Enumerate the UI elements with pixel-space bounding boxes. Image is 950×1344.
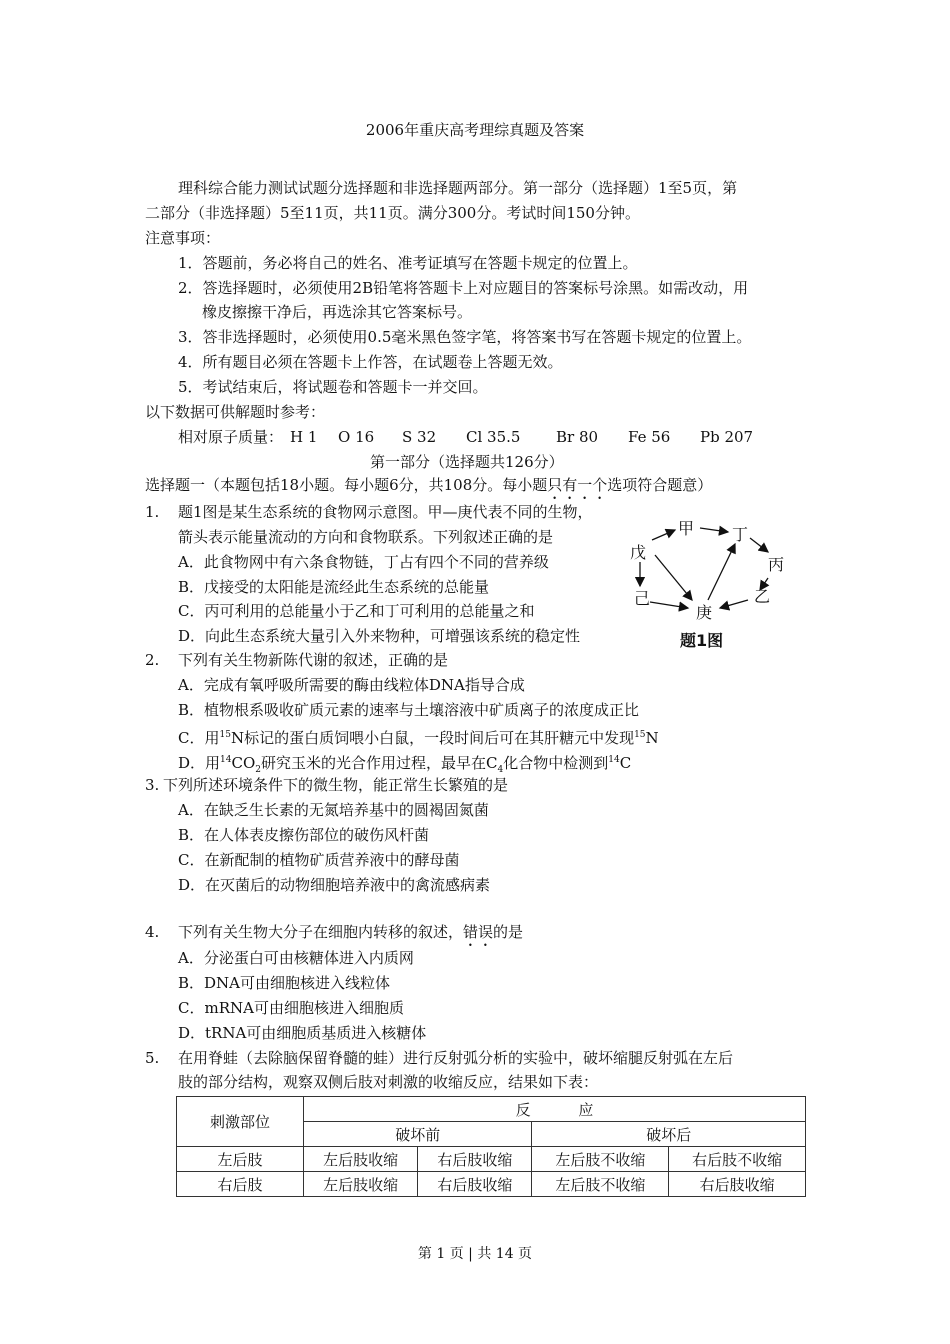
notice-heading: 注意事项： — [145, 229, 221, 247]
notice-item: 4．所有题目必须在答题卡上作答，在试题卷上答题无效。 — [178, 353, 563, 371]
notice-item: 3．答非选择题时，必须使用0.5毫米黑色签字笔，将答案书写在答题卡规定的位置上。 — [178, 328, 752, 346]
q2-number: 2. — [145, 651, 160, 669]
q2-stem: 下列有关生物新陈代谢的叙述，正确的是 — [178, 651, 449, 669]
arrow-ji-geng — [650, 602, 688, 608]
table-cell: 右后肢收缩 — [418, 1147, 532, 1172]
atomic-mass-s: S 32 — [402, 428, 437, 446]
atomic-mass-br: Br 80 — [556, 428, 599, 446]
part1-heading: 第一部分（选择题共126分） — [370, 453, 564, 471]
notice-item: 2．答选择题时，必须使用2B铅笔将答题卡上对应题目的答案标号涂黑。如需改动，用 — [178, 279, 749, 297]
atomic-mass-h: H 1 — [290, 428, 318, 446]
q1-stem-1: 题1图是某生态系统的食物网示意图。甲—庚代表不同的生物， — [178, 503, 593, 521]
q1-option-c: C．丙可利用的总能量小于乙和丁可利用的总能量之和 — [178, 602, 535, 620]
header-before: 破坏前 — [304, 1122, 532, 1147]
arrow-wu-geng — [655, 555, 692, 600]
node-geng: 庚 — [696, 603, 713, 622]
table-cell: 左后肢收缩 — [304, 1147, 418, 1172]
arrow-jia-ding — [700, 528, 728, 532]
node-bing: 丙 — [768, 555, 785, 574]
q5-number: 5. — [145, 1049, 160, 1067]
table-cell: 右后肢不收缩 — [669, 1147, 806, 1172]
notice-item-continued: 橡皮擦擦干净后，再选涂其它答案标号。 — [202, 303, 473, 321]
intro-line-2: 二部分（非选择题）5至11页，共11页。满分300分。考试时间150分钟。 — [145, 204, 640, 222]
q1-option-d: D．向此生态系统大量引入外来物种，可增强该系统的稳定性 — [178, 627, 581, 645]
header-stimulus-site: 刺激部位 — [177, 1097, 304, 1147]
arrow-yi-geng — [720, 600, 748, 608]
reference-heading: 以下数据可供解题时参考： — [145, 403, 326, 421]
arrow-wu-jia — [652, 530, 675, 540]
table-cell: 左后肢收缩 — [304, 1172, 418, 1197]
q4-option-c: C．mRNA可由细胞核进入细胞质 — [178, 999, 404, 1017]
q3-number: 3. — [145, 776, 160, 794]
table-cell: 左后肢不收缩 — [532, 1172, 669, 1197]
header-after: 破坏后 — [532, 1122, 806, 1147]
arrow-geng-ding — [708, 544, 735, 600]
food-web-figure — [620, 510, 800, 660]
node-ding: 丁 — [732, 525, 749, 544]
q2-option-a: A．完成有氧呼吸所需要的酶由线粒体DNA指导合成 — [178, 676, 525, 694]
q3-option-d: D．在灭菌后的动物细胞培养液中的禽流感病素 — [178, 876, 491, 894]
q3-option-c: C．在新配制的植物矿质营养液中的酵母菌 — [178, 851, 460, 869]
q4-number: 4. — [145, 923, 160, 941]
table-cell: 右后肢收缩 — [669, 1172, 806, 1197]
atomic-mass-pb: Pb 207 — [700, 428, 754, 446]
atomic-mass-cl: Cl 35.5 — [466, 428, 521, 446]
q4-option-d: D．tRNA可由细胞质基质进入核糖体 — [178, 1024, 427, 1042]
table-row — [177, 1172, 806, 1197]
intro-line-1: 理科综合能力测试试题分选择题和非选择题两部分。第一部分（选择题）1至5页，第 — [178, 179, 738, 197]
atomic-mass-o: O 16 — [338, 428, 375, 446]
part1-instruction: 选择题一（本题包括18小题。每小题6分，共108分。每小题只有一个选项符合题意） — [145, 476, 713, 494]
table-row — [177, 1147, 806, 1172]
table-cell: 右后肢 — [177, 1172, 304, 1197]
table-cell: 左后肢不收缩 — [532, 1147, 669, 1172]
q3-stem: 下列所述环境条件下的微生物，能正常生长繁殖的是 — [163, 776, 509, 794]
figure-caption: 题1图 — [680, 631, 724, 650]
table-cell: 左后肢 — [177, 1147, 304, 1172]
arrow-ding-bing — [750, 538, 768, 552]
page-footer: 第 1 页 | 共 14 页 — [417, 1246, 533, 1262]
q3-option-b: B．在人体表皮擦伤部位的破伤风杆菌 — [178, 826, 430, 844]
q1-number: 1. — [145, 503, 160, 521]
atomic-mass-label: 相对原子质量： — [178, 428, 284, 446]
q2-option-c: C．用$^{15}$N标记的蛋白质饲喂小白鼠，一段时间后可在其肝糖元中发现$^{15}$N — [178, 729, 659, 747]
q1-option-a: A．此食物网中有六条食物链，丁占有四个不同的营养级 — [178, 553, 549, 571]
node-wu: 戊 — [630, 543, 647, 562]
atomic-mass-fe: Fe 56 — [628, 428, 671, 446]
q1-option-b: B．戊接受的太阳能是流经此生态系统的总能量 — [178, 578, 490, 596]
notice-item: 5．考试结束后，将试题卷和答题卡一并交回。 — [178, 378, 488, 396]
reflex-result-table — [176, 1096, 806, 1197]
emphasis-wrong: 错误 — [463, 923, 494, 941]
node-ji: 己 — [634, 589, 651, 608]
q3-option-a: A．在缺乏生长素的无氮培养基中的圆褐固氮菌 — [178, 801, 489, 819]
q4-option-a: A．分泌蛋白可由核糖体进入内质网 — [178, 949, 414, 967]
notice-item: 1．答题前，务必将自己的姓名、准考证填写在答题卡规定的位置上。 — [178, 254, 638, 272]
emphasis-only-one: 只有一个 — [547, 476, 608, 494]
q4-stem: 下列有关生物大分子在细胞内转移的叙述，错误的是 — [178, 923, 524, 941]
header-response: 反 应 — [304, 1097, 806, 1122]
node-jia: 甲 — [678, 519, 695, 538]
q1-stem-2: 箭头表示能量流动的方向和食物联系。下列叙述正确的是 — [178, 528, 554, 546]
q2-option-d: D．用$^{14}CO_2$研究玉米的光合作用过程，最早在$C_4$化合物中检测到$^{14}$C — [178, 754, 632, 775]
node-yi: 乙 — [754, 587, 771, 606]
table-cell: 右后肢收缩 — [418, 1172, 532, 1197]
q5-stem-1: 在用脊蛙（去除脑保留脊髓的蛙）进行反射弧分析的实验中，破坏缩腿反射弧在左后 — [178, 1049, 734, 1067]
q4-option-b: B．DNA可由细胞核进入线粒体 — [178, 974, 391, 992]
q2-option-b: B．植物根系吸收矿质元素的速率与土壤溶液中矿质离子的浓度成正比 — [178, 701, 640, 719]
q5-stem-2: 肢的部分结构，观察双侧后肢对刺激的收缩反应，结果如下表： — [178, 1073, 599, 1091]
page-title: 2006年重庆高考理综真题及答案 — [365, 121, 585, 139]
